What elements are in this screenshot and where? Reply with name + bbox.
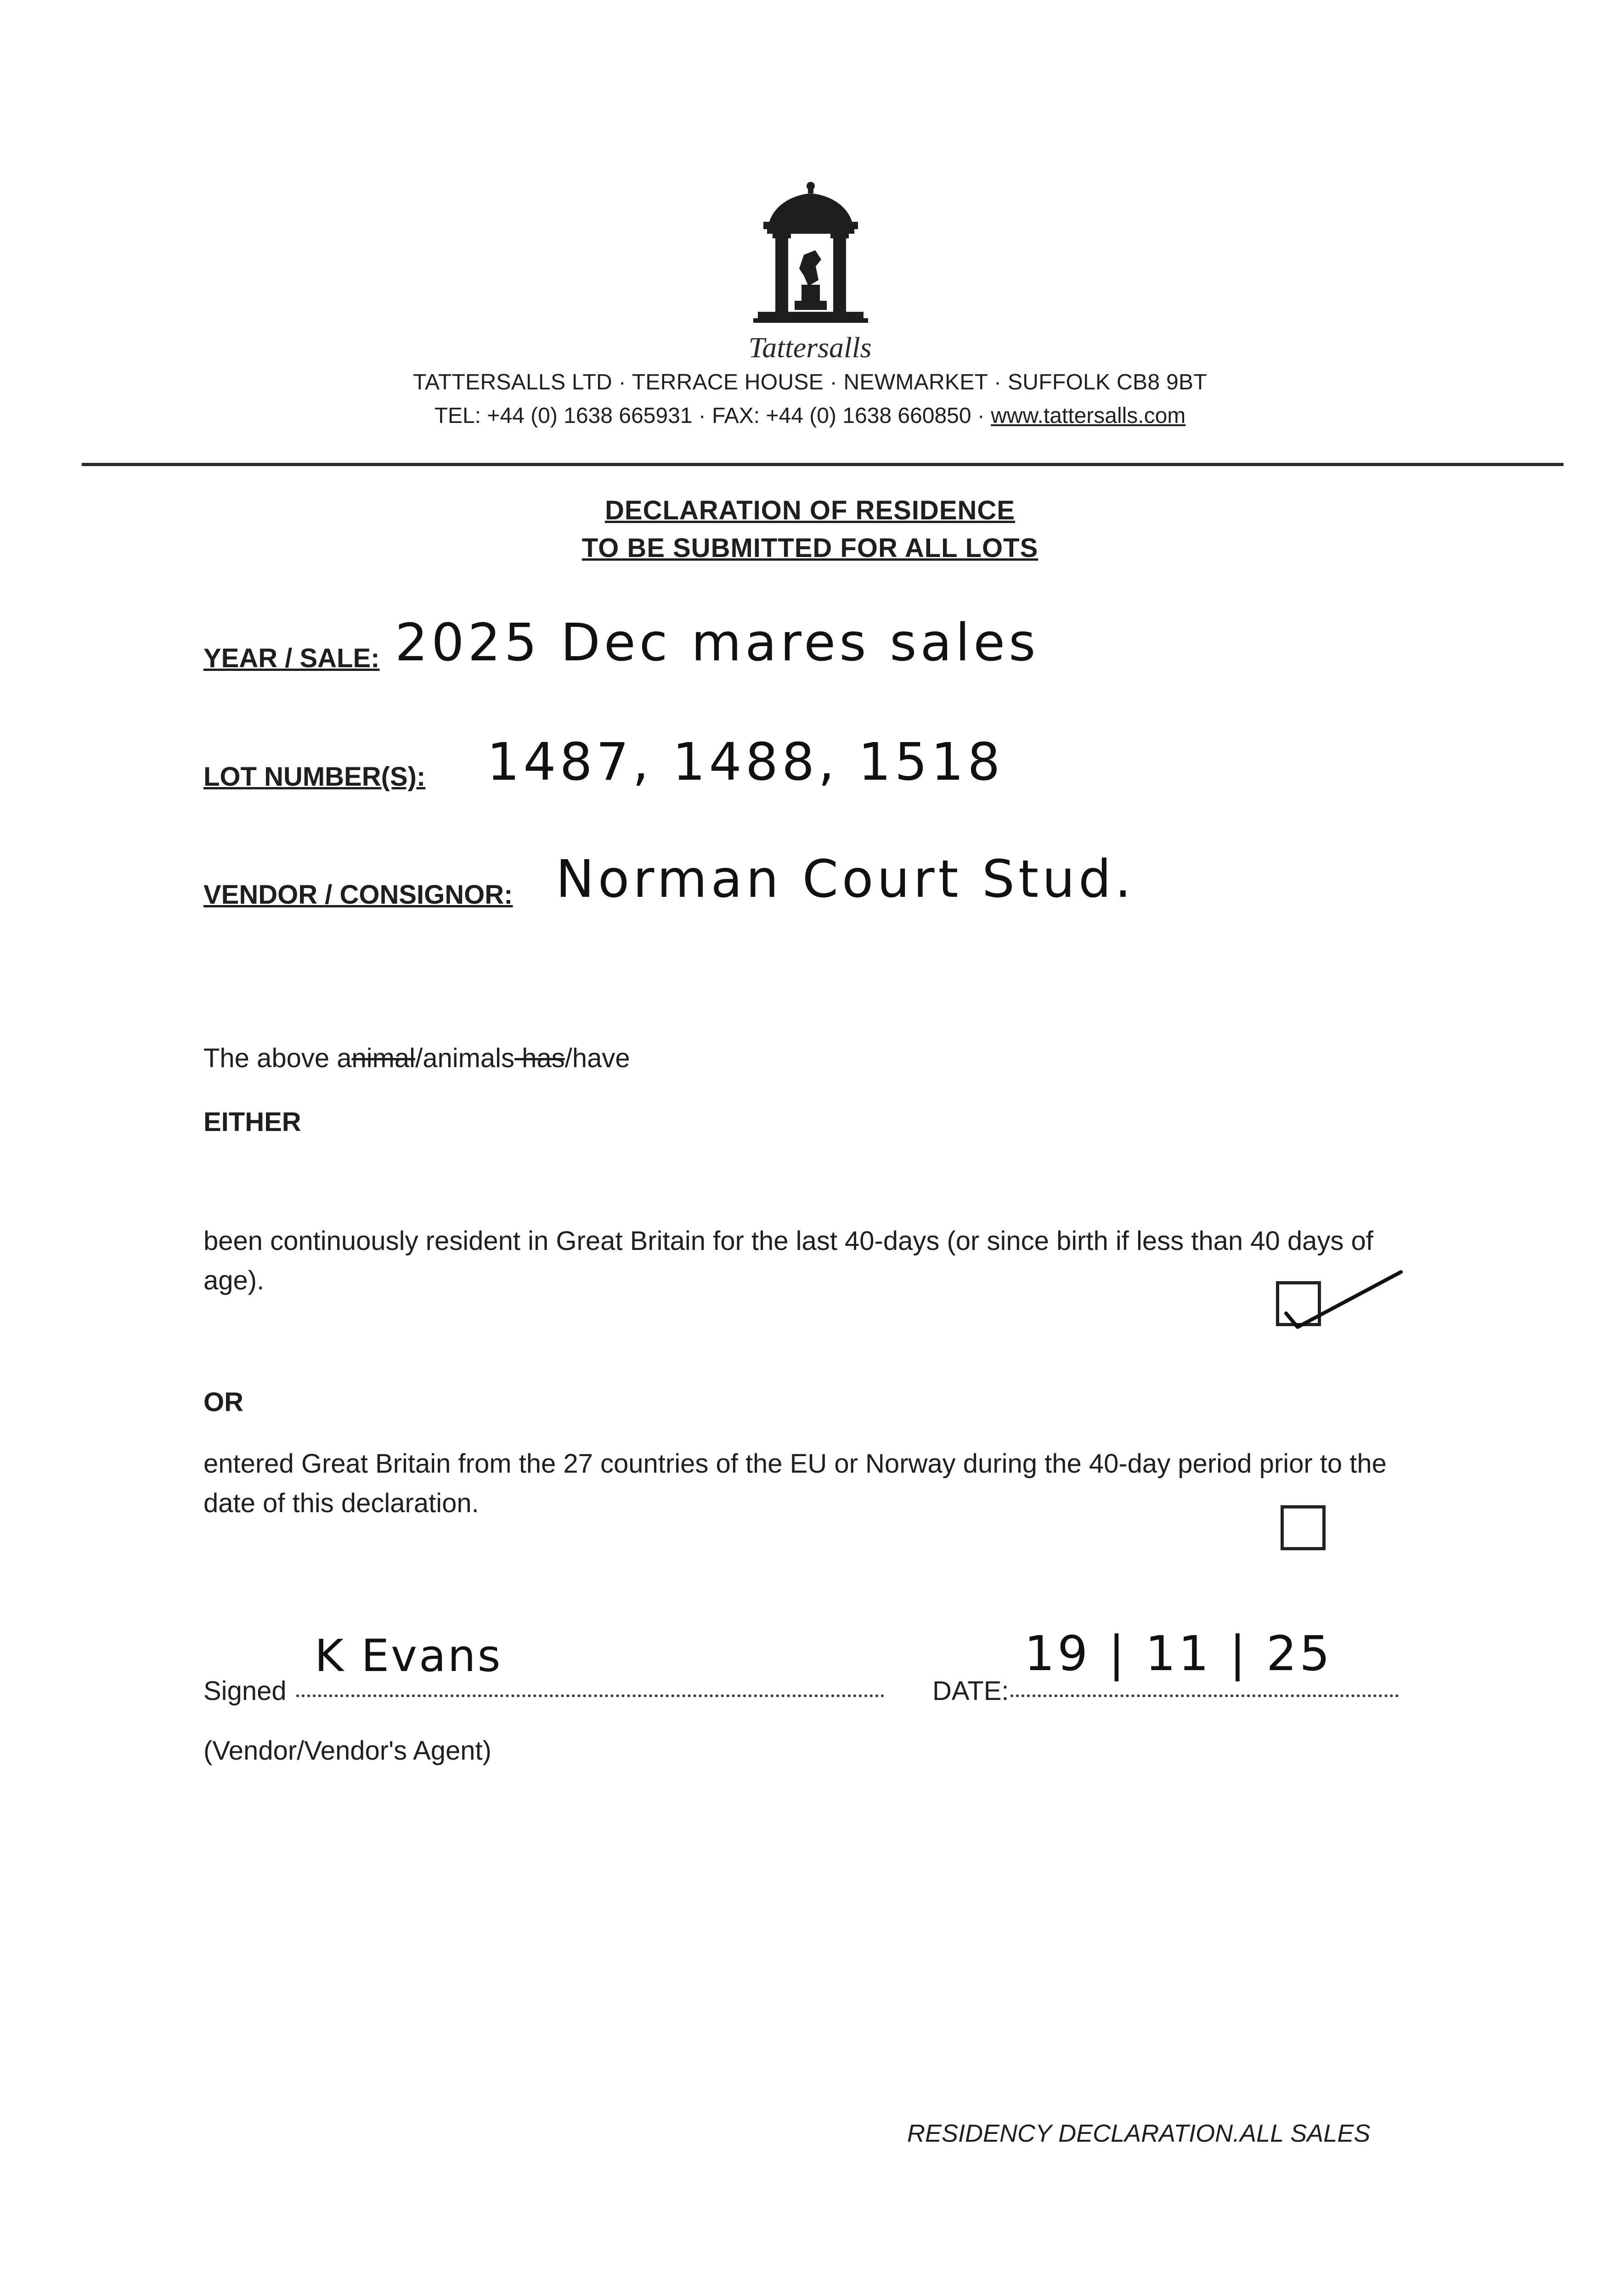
or-label: OR	[203, 1387, 243, 1417]
footer-reference: RESIDENCY DECLARATION.ALL SALES	[907, 2120, 1371, 2147]
tattersalls-logo	[735, 181, 886, 333]
check-mark-icon	[1272, 1258, 1410, 1336]
intro-part: /animals	[415, 1043, 515, 1073]
lot-numbers-label: LOT NUMBER(S):	[203, 762, 426, 792]
date-value: 19 | 11 | 25	[1024, 1626, 1333, 1682]
year-sale-label: YEAR / SALE:	[203, 643, 380, 673]
phone-fax: TEL: +44 (0) 1638 665931 · FAX: +44 (0) 1638 660850 ·	[434, 404, 991, 428]
signature-line[interactable]	[296, 1630, 884, 1697]
company-address: TATTERSALLS LTD · TERRACE HOUSE · NEWMARKET · SUFFOLK CB8 9BT	[413, 370, 1207, 394]
date-line[interactable]	[1010, 1626, 1399, 1697]
signature-value: K Evans	[315, 1630, 502, 1682]
signed-label: Signed	[203, 1676, 287, 1706]
signer-role: (Vendor/Vendor's Agent)	[203, 1736, 491, 1766]
lot-numbers-value[interactable]: 1487, 1488, 1518	[487, 732, 1004, 792]
date-label: DATE:	[932, 1676, 1009, 1706]
document-title: DECLARATION OF RESIDENCE	[605, 495, 1015, 525]
struck-text: nimal	[351, 1043, 416, 1073]
either-label: EITHER	[203, 1107, 301, 1137]
year-sale-value[interactable]: 2025 Dec mares sales	[395, 613, 1039, 673]
brand-name: Tattersalls	[748, 331, 872, 364]
document-subtitle: TO BE SUBMITTED FOR ALL LOTS	[581, 533, 1039, 563]
header-divider	[82, 463, 1564, 466]
intro-statement	[203, 1039, 630, 1078]
intro-part: /have	[564, 1043, 630, 1073]
option2-checkbox[interactable]	[1281, 1505, 1326, 1550]
option2-text: entered Great Britain from the 27 countries of the EU or Norway during the 40-day period prior to the date of this declaration.	[203, 1449, 1387, 1518]
vendor-value[interactable]: Norman Court Stud.	[556, 850, 1135, 909]
website-link[interactable]: www.tattersalls.com	[991, 404, 1186, 428]
vendor-label: VENDOR / CONSIGNOR:	[203, 880, 513, 910]
intro-part: The above a	[203, 1043, 352, 1073]
contact-line	[0, 403, 1620, 428]
option1-text: been continuously resident in Great Britain for the last 40-days (or since birth if less than 40 days of age).	[203, 1226, 1373, 1295]
struck-text: has	[514, 1043, 565, 1073]
